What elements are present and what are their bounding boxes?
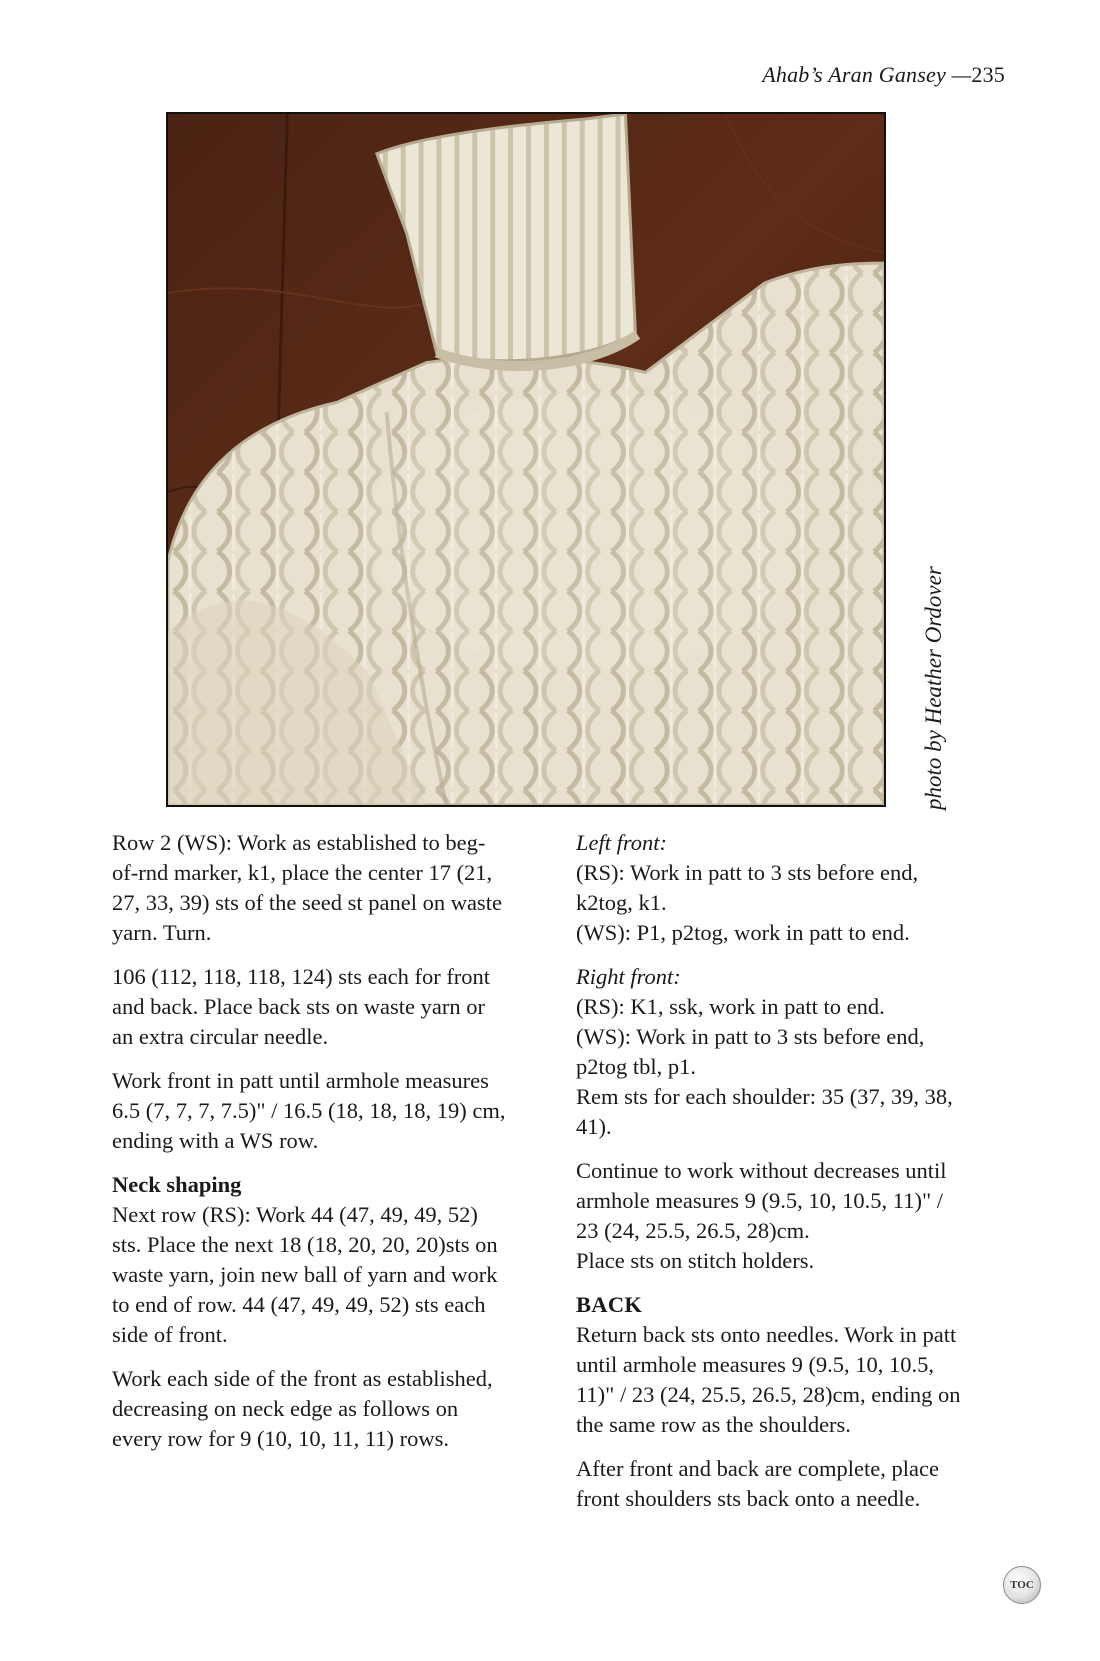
sweater-photo-illustration xyxy=(168,114,884,805)
text-line: and back. Place back sts on waste yarn or xyxy=(112,994,485,1019)
text-line: 106 (112, 118, 118, 124) sts each for front xyxy=(112,964,491,989)
running-header xyxy=(762,62,1005,88)
text-line: (WS): Work in patt to 3 sts before end, xyxy=(576,1024,925,1049)
paragraph-stitch-counts xyxy=(112,962,542,1052)
text-line: (WS): P1, p2tog, work in patt to end. xyxy=(576,920,910,945)
text-line: 11)" / 23 (24, 25.5, 26.5, 28)cm, ending on xyxy=(576,1382,961,1407)
text-line: Row 2 (WS): Work as established to beg- xyxy=(112,830,486,855)
paragraph-back xyxy=(576,1290,1006,1440)
text-line: front shoulders sts back onto a needle. xyxy=(576,1486,921,1511)
header-separator: — xyxy=(945,62,972,87)
text-line: armhole measures 9 (9.5, 10, 10.5, 11)" / xyxy=(576,1188,944,1213)
text-line: p2tog tbl, p1. xyxy=(576,1054,697,1079)
paragraph-neck-shaping xyxy=(112,1170,542,1350)
neck-shaping-heading: Neck shaping xyxy=(112,1172,242,1197)
toc-button[interactable]: TOC xyxy=(1003,1566,1041,1604)
text-line: (RS): K1, ssk, work in patt to end. xyxy=(576,994,885,1019)
text-line: an extra circular needle. xyxy=(112,1024,329,1049)
text-line: sts. Place the next 18 (18, 20, 20, 20)sts on xyxy=(112,1232,498,1257)
photo-credit: photo by Heather Ordover xyxy=(921,566,946,810)
left-column xyxy=(112,828,542,1468)
text-line: 6.5 (7, 7, 7, 7.5)" / 16.5 (18, 18, 18, 19) cm, xyxy=(112,1098,506,1123)
text-line: until armhole measures 9 (9.5, 10, 10.5, xyxy=(576,1352,935,1377)
paragraph-armhole xyxy=(112,1066,542,1156)
right-front-label: Right front: xyxy=(576,964,681,989)
left-front-label: Left front: xyxy=(576,830,668,855)
right-column xyxy=(576,828,1006,1528)
text-line: waste yarn, join new ball of yarn and work xyxy=(112,1262,498,1287)
text-line: After front and back are complete, place xyxy=(576,1456,939,1481)
text-line: 27, 33, 39) sts of the seed st panel on waste xyxy=(112,890,502,915)
text-line: Work each side of the front as established, xyxy=(112,1366,493,1391)
paragraph-continue xyxy=(576,1156,1006,1276)
text-line: k2tog, k1. xyxy=(576,890,667,915)
text-line: Work front in patt until armhole measures xyxy=(112,1068,489,1093)
paragraph-left-front xyxy=(576,828,1006,948)
book-section-title: Ahab’s Aran Gansey xyxy=(762,62,946,87)
text-line: every row for 9 (10, 10, 11, 11) rows. xyxy=(112,1426,450,1451)
page-number: 235 xyxy=(971,62,1005,87)
text-line: Continue to work without decreases until xyxy=(576,1158,947,1183)
text-line: yarn. Turn. xyxy=(112,920,212,945)
paragraph-after xyxy=(576,1454,1006,1514)
paragraph-row2 xyxy=(112,828,542,948)
text-line: Rem sts for each shoulder: 35 (37, 39, 38, xyxy=(576,1084,953,1109)
sweater-photo xyxy=(166,112,886,807)
text-line: Return back sts onto needles. Work in patt xyxy=(576,1322,957,1347)
text-line: 41). xyxy=(576,1114,612,1139)
text-line: to end of row. 44 (47, 49, 49, 52) sts each xyxy=(112,1292,486,1317)
back-heading: BACK xyxy=(576,1292,643,1317)
text-line: ending with a WS row. xyxy=(112,1128,319,1153)
text-line: the same row as the shoulders. xyxy=(576,1412,851,1437)
text-line: Next row (RS): Work 44 (47, 49, 49, 52) xyxy=(112,1202,478,1227)
paragraph-decreasing xyxy=(112,1364,542,1454)
paragraph-right-front xyxy=(576,962,1006,1142)
text-line: 23 (24, 25.5, 26.5, 28)cm. xyxy=(576,1218,810,1243)
text-line: side of front. xyxy=(112,1322,228,1347)
text-line: Place sts on stitch holders. xyxy=(576,1248,815,1273)
text-line: decreasing on neck edge as follows on xyxy=(112,1396,459,1421)
text-line: (RS): Work in patt to 3 sts before end, xyxy=(576,860,919,885)
text-line: of-rnd marker, k1, place the center 17 (21, xyxy=(112,860,493,885)
